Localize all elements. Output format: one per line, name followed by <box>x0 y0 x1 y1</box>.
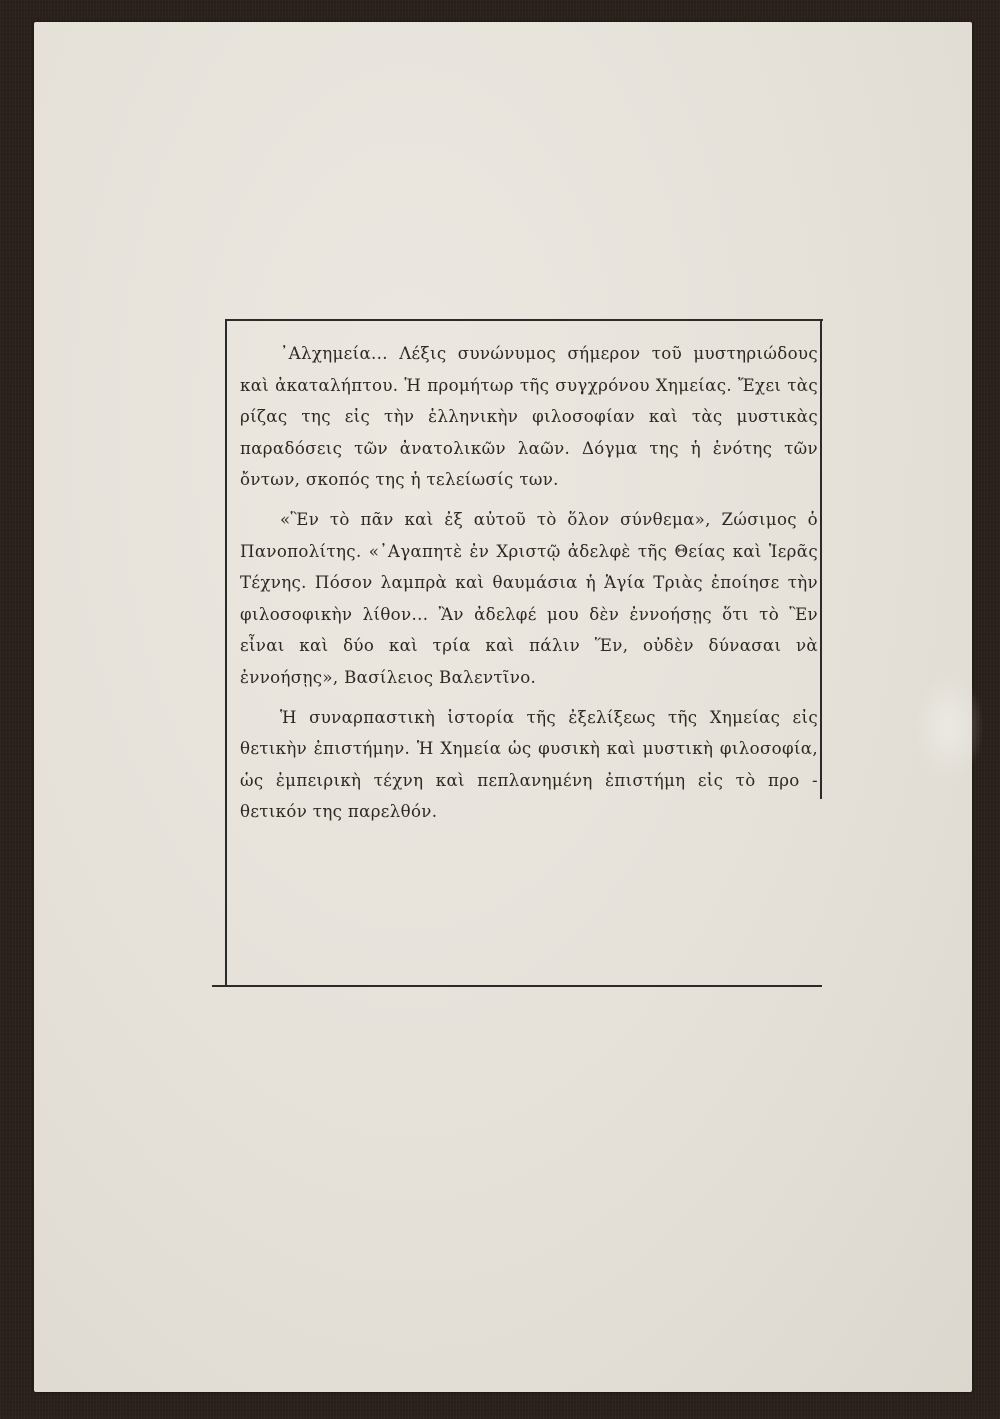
blurb-paragraph-quotes: «Ἓν τὸ πᾶν καὶ ἐξ αὐτοῦ τὸ ὅλον σύνθεμα», Ζώσιμος ὁ Πανοπολίτης. «᾿Αγαπητὲ ἐν Χριστῷ ἀδελφὲ τῆς Θείας καὶ Ἱερᾶς Τέχνης. Πόσον λαμπρὰ καὶ θαυμάσια ἡ Ἁγία Τριὰς ἐποίησε τὴν φιλοσοφικὴν λίθον... Ἂν ἀδελφέ μου δὲν ἐννοήσῃς ὅτι τὸ Ἓν εἶναι καὶ δύο καὶ τρία καὶ πάλιν Ἕν, οὐδὲν δύνασαι νὰ ἐννοήσῃς», Βασίλειος Βαλεντῖνο. <box>240 509 818 687</box>
frame-border-bottom <box>212 985 822 987</box>
frame-border-right <box>820 319 822 799</box>
frame-border-left <box>225 319 227 987</box>
blurb-paragraph-history: Ἡ συναρπαστικὴ ἱστορία τῆς ἐξελίξεως τῆς Χημείας εἰς θετικὴν ἐπιστήμην. Ἡ Χημεία ὡς φυσικὴ καὶ μυστικὴ φιλοσοφία, ὡς ἐμπειρικὴ τέχνη καὶ πεπλανημένη ἐπιστήμη εἰς τὸ προ - θετικόν της παρελθόν. <box>240 707 818 822</box>
frame-border-top <box>226 319 823 321</box>
blurb-text-block <box>240 338 818 836</box>
paper-smudge <box>914 672 984 782</box>
blurb-paragraph-alchemy: ᾿Αλχημεία... Λέξις συνώνυμος σήμερον τοῦ μυστηριώδους καὶ ἀκαταλήπτου. Ἡ προμήτωρ τῆς συγχρόνου Χημείας. Ἔχει τὰς ρίζας της εἰς τὴν ἑλληνικὴν φιλοσοφίαν καὶ τὰς μυστικὰς παραδόσεις τῶν ἀνατολικῶν λαῶν. Δόγμα της ἡ ἑνότης τῶν ὄντων, σκοπός της ἡ τελείωσίς των. <box>240 344 818 490</box>
